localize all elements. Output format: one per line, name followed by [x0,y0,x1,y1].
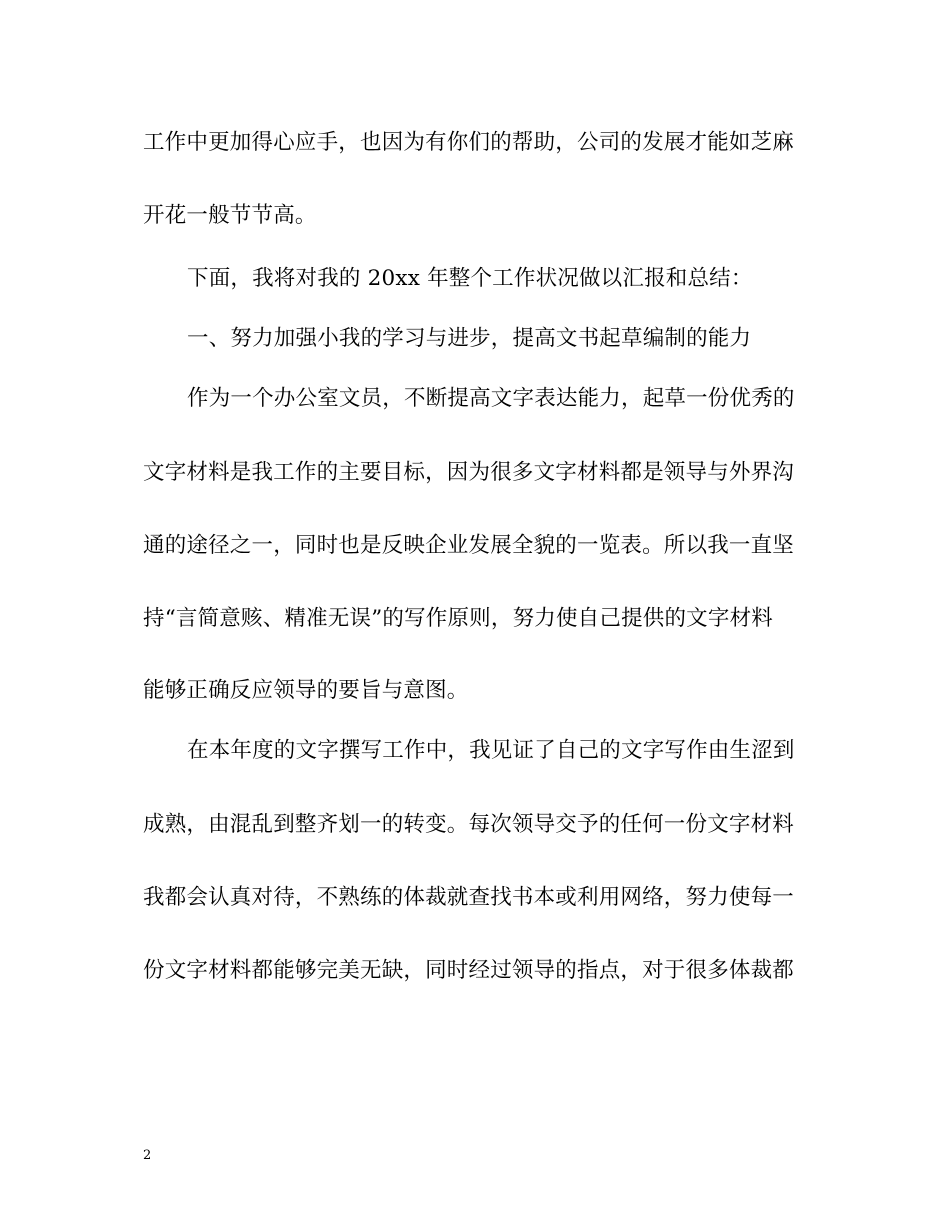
text-line: 开花一般节节高。 [143,203,317,228]
text-line: 在本年度的文字撰写工作中，我见证了自己的文字写作由生涩到 [187,738,795,763]
text-line: 通的途径之一，同时也是反映企业发展全貌的一览表。所以我一直坚 [143,533,795,558]
text-line: 作为一个办公室文员，不断提高文字表达能力，起草一份优秀的 [187,386,795,411]
text-line: 持“言简意赅、精准无误”的写作原则，努力使自己提供的文字材料 [143,606,773,631]
text-line: 文字材料是我工作的主要目标，因为很多文字材料都是领导与外界沟 [143,460,795,485]
text-line: 份文字材料都能够完美无缺，同时经过领导的指点，对于很多体裁都 [143,958,795,983]
text-line: 成熟，由混乱到整齐划一的转变。每次领导交予的任何一份文字材料 [143,812,795,837]
text-line: 能够正确反应领导的要旨与意图。 [143,678,469,703]
text-line: 下面，我将对我的 20xx 年整个工作状况做以汇报和总结： [187,266,753,291]
section-heading: 一、努力加强小我的学习与进步，提高文书起草编制的能力 [187,326,752,351]
text-line: 工作中更加得心应手，也因为有你们的帮助，公司的发展才能如芝麻 [143,130,795,155]
page-number: 2 [143,1148,152,1163]
text-line: 我都会认真对待，不熟练的体裁就查找书本或利用网络，努力使每一 [143,885,795,910]
